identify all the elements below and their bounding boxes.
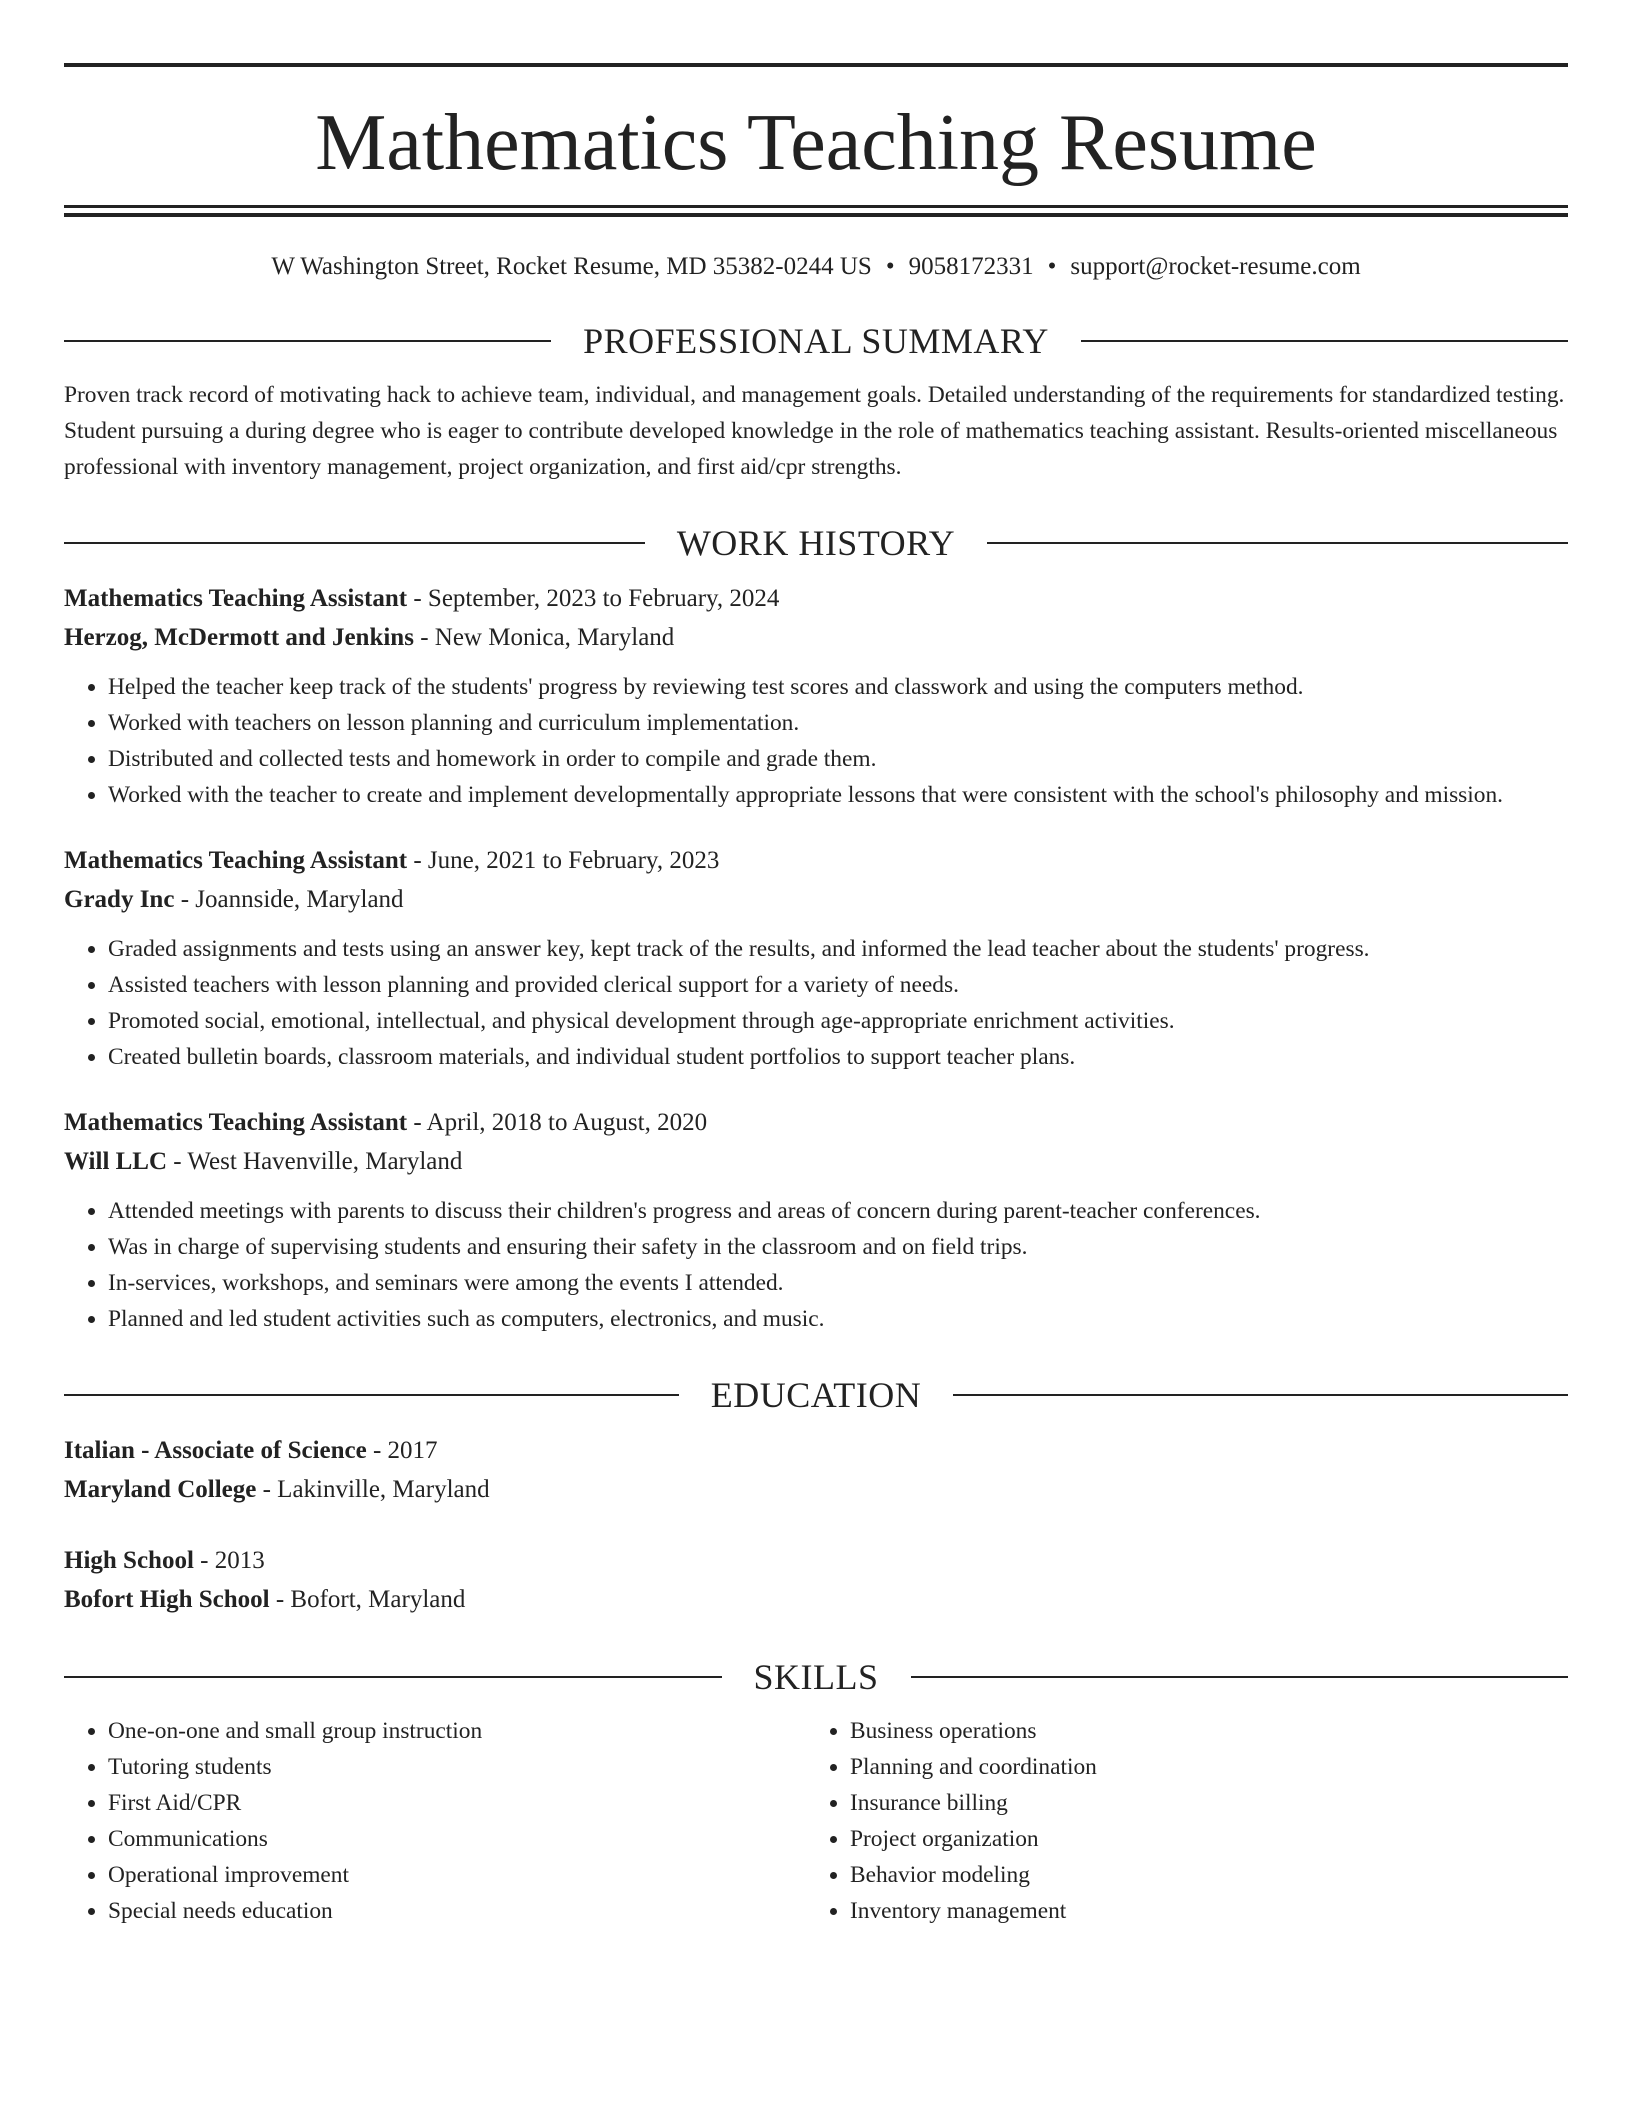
job-bullet: • Attended meetings with parents to discuss their children's progress and areas of concern during parent-teacher conferences. bbox=[108, 1193, 1568, 1229]
job-bullet: • Distributed and collected tests and homework in order to compile and grade them. bbox=[108, 741, 1568, 777]
job-dates: - June, 2021 to February, 2023 bbox=[413, 847, 720, 874]
job-bullet: • Graded assignments and tests using an answer key, kept track of the results, and informed the lead teacher about the students' progress. bbox=[108, 931, 1568, 967]
section-rule bbox=[64, 340, 551, 342]
contact-address: W Washington Street, Rocket Resume, MD 35382-0244 US bbox=[271, 253, 872, 280]
section-title: EDUCATION bbox=[710, 1375, 922, 1415]
skill-item: • First Aid/CPR bbox=[108, 1785, 806, 1821]
skill-item: • Planning and coordination bbox=[850, 1749, 1548, 1785]
education-degree: High School bbox=[64, 1547, 194, 1574]
education-degree: Italian - Associate of Science bbox=[64, 1437, 367, 1464]
section-rule bbox=[64, 1676, 722, 1678]
job-company-row bbox=[64, 880, 1568, 919]
education-location: - Lakinville, Maryland bbox=[262, 1476, 490, 1503]
education-school-row bbox=[64, 1580, 1568, 1619]
section-rule bbox=[64, 542, 645, 544]
job-company: Grady Inc bbox=[64, 886, 175, 913]
page-title: Mathematics Teaching Resume bbox=[315, 99, 1317, 187]
skills-list bbox=[64, 1713, 1568, 1929]
skill-item: • Special needs education bbox=[108, 1893, 806, 1929]
job-location: - Joannside, Maryland bbox=[180, 886, 404, 913]
job-company-row bbox=[64, 618, 1568, 657]
contact-separator: • bbox=[885, 253, 895, 280]
section-rule bbox=[953, 1394, 1568, 1396]
job-bullet: • Worked with the teacher to create and implement developmentally appropriate lessons that were consistent with the school's philosophy and mission. bbox=[108, 777, 1568, 813]
job-bullet: • Was in charge of supervising students and ensuring their safety in the classroom and on field trips. bbox=[108, 1229, 1568, 1265]
job-title-row bbox=[64, 579, 1568, 618]
education-entry bbox=[64, 1431, 1568, 1509]
skills-column-left bbox=[64, 1713, 806, 1929]
section-title: PROFESSIONAL SUMMARY bbox=[583, 321, 1049, 361]
job-bullet: • In-services, workshops, and seminars were among the events I attended. bbox=[108, 1265, 1568, 1301]
education-school: Bofort High School bbox=[64, 1586, 270, 1613]
skill-item: • Tutoring students bbox=[108, 1749, 806, 1785]
contact-phone: 9058172331 bbox=[908, 253, 1034, 280]
job-bullets bbox=[64, 669, 1568, 813]
education-degree-row bbox=[64, 1541, 1568, 1580]
education-school: Maryland College bbox=[64, 1476, 257, 1503]
section-heading-education bbox=[64, 1373, 1568, 1417]
job-title: Mathematics Teaching Assistant bbox=[64, 1109, 408, 1136]
skill-item: • Business operations bbox=[850, 1713, 1548, 1749]
job-location: - West Havenville, Maryland bbox=[173, 1148, 463, 1175]
contact-email: support@rocket-resume.com bbox=[1070, 253, 1361, 280]
skill-item: • Project organization bbox=[850, 1821, 1548, 1857]
section-title: WORK HISTORY bbox=[676, 523, 956, 563]
education-year: - 2013 bbox=[200, 1547, 265, 1574]
job-entry bbox=[64, 1103, 1568, 1337]
job-bullets bbox=[64, 931, 1568, 1075]
job-location: - New Monica, Maryland bbox=[420, 624, 675, 651]
job-company: Herzog, McDermott and Jenkins bbox=[64, 624, 414, 651]
skills-column-right bbox=[806, 1713, 1548, 1929]
skill-item: • One-on-one and small group instruction bbox=[108, 1713, 806, 1749]
education-degree-row bbox=[64, 1431, 1568, 1470]
skill-item: • Insurance billing bbox=[850, 1785, 1548, 1821]
job-title: Mathematics Teaching Assistant bbox=[64, 585, 408, 612]
job-bullet: • Created bulletin boards, classroom materials, and individual student portfolios to support teacher plans. bbox=[108, 1039, 1568, 1075]
job-bullets bbox=[64, 1193, 1568, 1337]
job-title-row bbox=[64, 1103, 1568, 1142]
skill-item: • Communications bbox=[108, 1821, 806, 1857]
summary-text: Proven track record of motivating hack to achieve team, individual, and management goals. Detailed understanding of the requirements for standardized testing. Student pursuing a during degree who is eager to contribute developed knowledge in the role of mathematics teaching assistant. Results-oriented miscellaneous professional with inventory management, project organization, and first aid/cpr strengths. bbox=[64, 382, 1565, 480]
section-heading-work-history bbox=[64, 521, 1568, 565]
section-title: SKILLS bbox=[753, 1657, 879, 1697]
education-location: - Bofort, Maryland bbox=[275, 1586, 466, 1613]
contact-separator: • bbox=[1047, 253, 1057, 280]
job-bullet: • Planned and led student activities such as computers, electronics, and music. bbox=[108, 1301, 1568, 1337]
job-bullet: • Promoted social, emotional, intellectual, and physical development through age-appropriate enrichment activities. bbox=[108, 1003, 1568, 1039]
job-company: Will LLC bbox=[64, 1148, 168, 1175]
job-dates: - April, 2018 to August, 2020 bbox=[413, 1109, 708, 1136]
resume-page bbox=[64, 0, 1568, 1929]
job-title: Mathematics Teaching Assistant bbox=[64, 847, 408, 874]
job-dates: - September, 2023 to February, 2024 bbox=[413, 585, 780, 612]
skill-item: • Behavior modeling bbox=[850, 1857, 1548, 1893]
job-bullet: • Worked with teachers on lesson planning and curriculum implementation. bbox=[108, 705, 1568, 741]
section-heading-skills bbox=[64, 1655, 1568, 1699]
job-company-row bbox=[64, 1142, 1568, 1181]
section-rule bbox=[987, 542, 1568, 544]
job-entry bbox=[64, 579, 1568, 813]
education-school-row bbox=[64, 1470, 1568, 1509]
job-bullet: • Helped the teacher keep track of the students' progress by reviewing test scores and classwork and using the computers method. bbox=[108, 669, 1568, 705]
education-entry bbox=[64, 1541, 1568, 1619]
section-heading-summary bbox=[64, 319, 1568, 363]
skill-item: • Inventory management bbox=[850, 1893, 1548, 1929]
section-rule bbox=[64, 1394, 679, 1396]
section-rule bbox=[1081, 340, 1568, 342]
contact-line bbox=[64, 251, 1568, 283]
job-entry bbox=[64, 841, 1568, 1075]
skill-item: • Operational improvement bbox=[108, 1857, 806, 1893]
title-double-rule bbox=[64, 205, 1568, 217]
job-bullet: • Assisted teachers with lesson planning and provided clerical support for a variety of needs. bbox=[108, 967, 1568, 1003]
section-rule bbox=[911, 1676, 1569, 1678]
top-rule bbox=[64, 63, 1568, 67]
education-year: - 2017 bbox=[372, 1437, 438, 1464]
job-title-row bbox=[64, 841, 1568, 880]
